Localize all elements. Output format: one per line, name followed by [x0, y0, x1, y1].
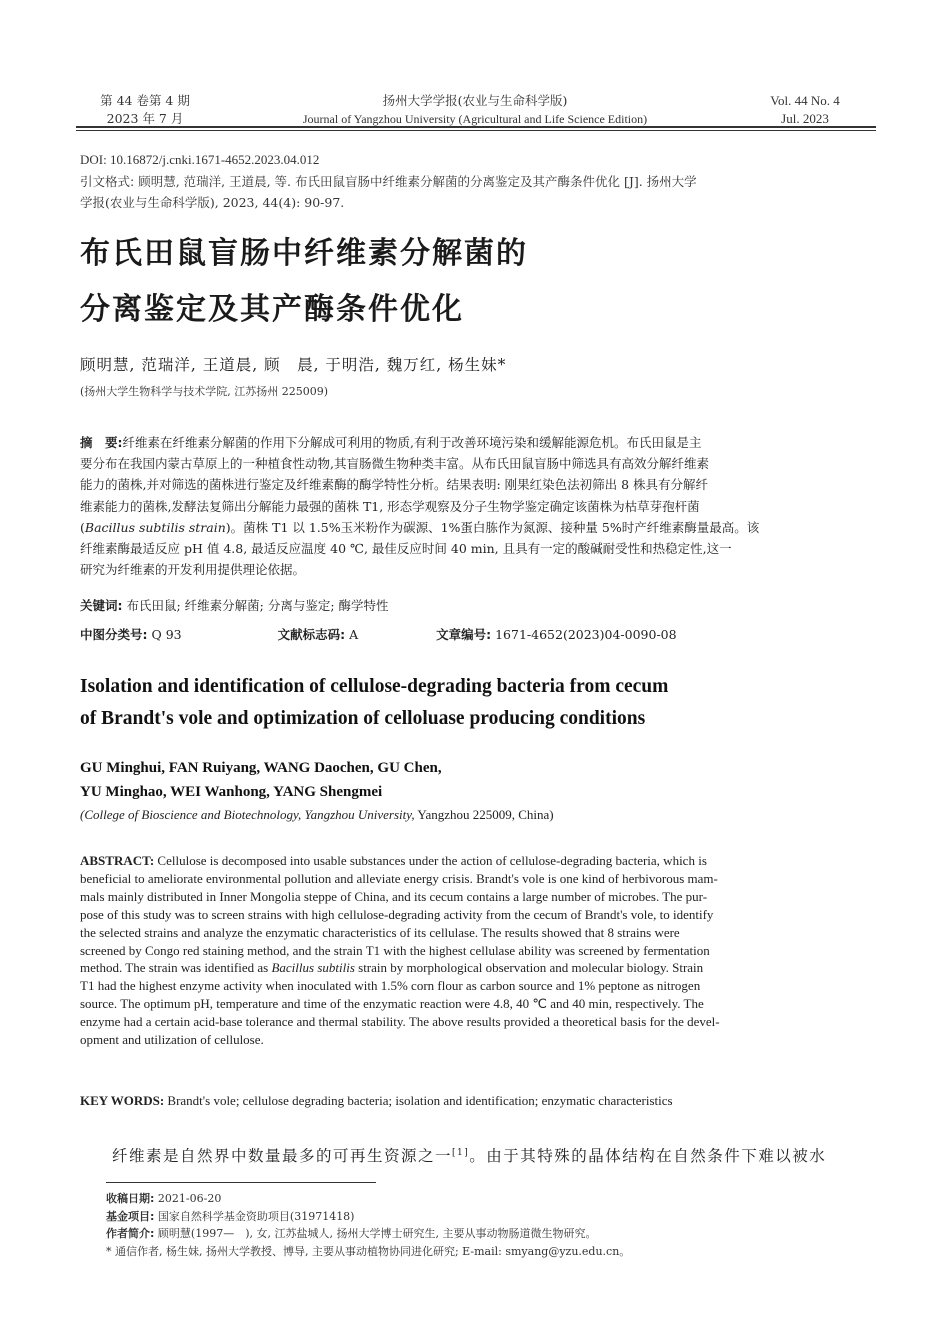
body-text-pre: 纤维素是自然界中数量最多的可再生资源之一 — [112, 1147, 453, 1166]
header-volume: 第 44 卷第 4 期 — [100, 93, 190, 108]
citation-ref-1[interactable]: [1] — [452, 1148, 470, 1158]
doc-code-label: 文献标志码: — [277, 627, 346, 642]
affiliation-en-plain: Yangzhou 225009, China) — [414, 807, 554, 822]
received-label: 收稿日期: — [106, 1192, 155, 1205]
affiliation-en-italic: (College of Bioscience and Biotechnology, Yangzhou University, — [80, 807, 415, 822]
abstract-en-line: beneficial to ameliorate environmental pollution and alleviate energy crisis. Brandt's vole is one kind of herbivorous mam- — [80, 870, 718, 886]
species-name-en: Bacillus subtilis — [271, 960, 355, 976]
article-no-label: 文章编号: — [436, 627, 492, 642]
header-rule-thin — [76, 130, 876, 131]
keywords-en — [80, 1092, 870, 1110]
affiliation-en — [80, 806, 554, 824]
authors-en-line-2: YU Minghao, WEI Wanhong, YANG Shengmei — [80, 784, 383, 800]
header-date: 2023 年 7 月 — [106, 111, 184, 126]
header-journal-en: Journal of Yangzhou University (Agricultural and Life Science Edition) — [302, 112, 648, 126]
abstract-en — [80, 852, 856, 1049]
keywords-cn — [80, 595, 389, 616]
title-en-line-2: of Brandt's vole and optimization of celloluase producing conditions — [80, 708, 646, 729]
footnotes — [106, 1190, 866, 1260]
body-first-line — [112, 1142, 872, 1167]
abstract-en-line: source. The optimum pH, temperature and time of the enzymatic reaction were 4.8, 40 ℃ and 40 min, respectively. The — [80, 996, 704, 1012]
header-rule — [76, 126, 876, 128]
fund-value: 国家自然科学基金资助项目(31971418) — [157, 1209, 355, 1223]
abstract-en-line: T1 had the highest enzyme activity when inoculated with 1.5% corn flour as carbon source and 1% peptone as nitrogen — [80, 978, 701, 994]
article-no-value: 1671-4652(2023)04-0090-08 — [495, 627, 677, 642]
abstract-cn-line: 纤维素酶最适反应 pH 值 4.8, 最适反应温度 40 ℃, 最佳反应时间 40 min, 且具有一定的酸碱耐受性和热稳定性,这一 — [80, 541, 732, 557]
header-vol-no: Vol. 44 No. 4 — [770, 93, 840, 108]
bio-value: 顾明慧(1997— ), 女, 江苏盐城人, 扬州大学博士研究生, 主要从事动物肠道微生物研究。 — [157, 1227, 597, 1240]
footnote-bio — [106, 1225, 866, 1243]
keywords-en-text: Brandt's vole; cellulose degrading bacteria; isolation and identification; enzymatic characteristics — [167, 1093, 673, 1108]
title-en — [80, 671, 880, 735]
footnote-received — [106, 1190, 866, 1208]
header-vol-en — [750, 92, 860, 128]
keywords-cn-text: 布氏田鼠; 纤维素分解菌; 分离与鉴定; 酶学特性 — [126, 598, 389, 613]
abstract-cn-line — [80, 517, 870, 538]
fund-label: 基金项目: — [106, 1209, 155, 1223]
abstract-cn-line — [80, 432, 870, 453]
abstract-en-label: ABSTRACT: — [80, 853, 155, 868]
received-value: 2021-06-20 — [157, 1192, 222, 1205]
citation-line-2: 学报(农业与生命科学版), 2023, 44(4): 90-97. — [80, 195, 345, 210]
abstract-cn-line: 要分布在我国内蒙古草原上的一种植食性动物,其盲肠微生物种类丰富。从布氏田鼠盲肠中筛选具有高效分解纤维素 — [80, 456, 709, 472]
species-name: Bacillus subtilis strain — [84, 519, 226, 535]
footnote-corresponding: * 通信作者, 杨生妹, 扬州大学教授、博导, 主要从事动植物协同进化研究; E-mail: smyang@yzu.edu.cn。 — [106, 1244, 631, 1258]
keywords-en-label: KEY WORDS: — [80, 1093, 165, 1108]
title-en-line-1: Isolation and identification of cellulose-degrading bacteria from cecum — [80, 676, 669, 697]
authors-cn: 顾明慧, 范瑞洋, 王道晨, 顾 晨, 于明浩, 魏万红, 杨生妹* — [80, 356, 507, 374]
abstract-cn-line: 维素能力的菌株,发酵法复筛出分解能力最强的菌株 T1, 形态学观察及分子生物学鉴定确定该菌株为枯草芽孢杆菌 — [80, 498, 700, 514]
body-text-post: 。由于其特殊的晶体结构在自然条件下难以被水 — [469, 1147, 827, 1166]
authors-en-line-1: GU Minghui, FAN Ruiyang, WANG Daochen, GU Chen, — [80, 760, 442, 776]
title-cn-line-2: 分离鉴定及其产酶条件优化 — [80, 292, 464, 327]
abstract-en-line: mals mainly distributed in Inner Mongolia steppe of China, and its cecum contains a large number of microbes. The pur- — [80, 888, 708, 904]
bio-label: 作者简介: — [106, 1227, 155, 1240]
abstract-en-line: enzyme had a certain acid-base tolerance and thermal stability. The above results provided a theoretical basis for the devel- — [80, 1014, 720, 1030]
citation-block — [80, 171, 870, 213]
abstract-cn-label: 摘 要: — [80, 435, 123, 450]
abstract-en-line — [80, 852, 856, 870]
citation-line-1 — [80, 171, 870, 192]
header-issue — [90, 92, 200, 128]
abstract-en-text-7a: method. The strain was identified as — [80, 960, 272, 976]
doi-line[interactable]: DOI: 10.16872/j.cnki.1671-4652.2023.04.012 — [80, 152, 320, 167]
authors-en — [80, 756, 442, 804]
header-journal-cn: 扬州大学学报(农业与生命科学版) — [382, 93, 568, 108]
abstract-en-line: screened by Congo red staining method, and the strain T1 with the highest cellulase ability was screened by fermentation — [80, 942, 710, 958]
citation-text-1: 顾明慧, 范瑞洋, 王道晨, 等. 布氏田鼠盲肠中纤维素分解菌的分离鉴定及其产酶条件优化 [J]. 扬州大学 — [138, 174, 697, 189]
footnote-rule — [106, 1182, 376, 1183]
abstract-en-line: the selected strains and analyze the enzymatic characteristics of its cellulase. The results showed that 8 strains were — [80, 924, 680, 940]
title-cn — [80, 226, 528, 338]
doc-code-value: A — [349, 627, 359, 642]
classification-row — [80, 624, 870, 645]
footnote-fund — [106, 1208, 866, 1226]
abstract-en-line: opment and utilization of cellulose. — [80, 1032, 264, 1048]
title-cn-line-1: 布氏田鼠盲肠中纤维素分解菌的 — [80, 236, 528, 271]
paren-open: ( — [80, 519, 85, 535]
abstract-en-line — [80, 959, 856, 977]
header-month: Jul. 2023 — [781, 111, 829, 126]
keywords-cn-label: 关键词: — [80, 598, 123, 613]
abstract-cn-line: 研究为纤维素的开发利用提供理论依据。 — [80, 562, 306, 578]
abstract-en-text-7b: strain by morphological observation and molecular biology. Strain — [354, 960, 704, 976]
citation-label: 引文格式: — [80, 174, 135, 189]
abstract-en-line: pose of this study was to screen strains with high cellulose-degrading activity from the cecum of Brandt's vole, to identify — [80, 906, 714, 922]
abstract-cn-text-1: 纤维素在纤维素分解菌的作用下分解成可利用的物质,有利于改善环境污染和缓解能源危机。布氏田鼠是主 — [122, 435, 702, 450]
clc-value: Q 93 — [151, 627, 182, 642]
affiliation-cn: (扬州大学生物科学与技术学院, 江苏扬州 225009) — [80, 385, 329, 398]
abstract-cn-text-5: )。菌株 T1 以 1.5%玉米粉作为碳源、1%蛋白胨作为氮源、接种量 5%时产纤维素酶量最高。该 — [225, 519, 760, 535]
abstract-en-text-1: Cellulose is decomposed into usable substances under the action of cellulose-degrading bacteria, which is — [157, 853, 707, 868]
clc-label: 中图分类号: — [80, 627, 148, 642]
header-journal — [230, 92, 720, 128]
abstract-cn-line: 能力的菌株,并对筛选的菌株进行鉴定及纤维素酶的酶学特性分析。结果表明: 刚果红染色法初筛出 8 株具有分解纤 — [80, 477, 709, 493]
abstract-cn — [80, 432, 870, 580]
